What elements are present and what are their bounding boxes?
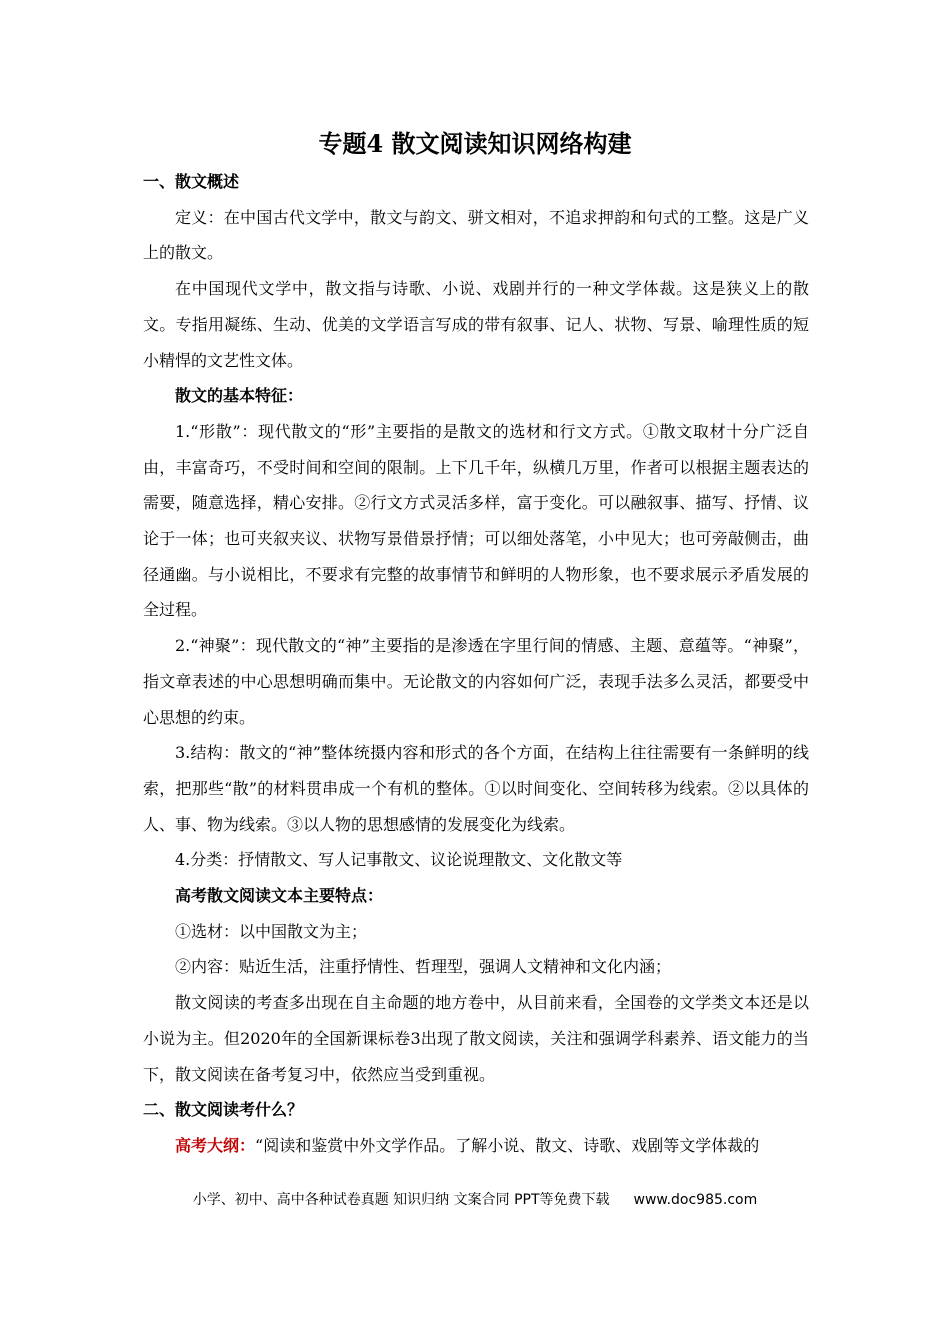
- gaokao-features-heading: 高考散文阅读文本主要特点：: [175, 886, 384, 906]
- feature-item-4: 4.分类：抒情散文、写人记事散文、议论说理散文、文化散文等: [175, 850, 623, 870]
- footer-site-link[interactable]: www.doc985.com: [633, 1192, 758, 1208]
- page-title: 专题4 散文阅读知识网络构建: [318, 129, 632, 158]
- footer-text: 小学、初中、高中各种试卷真题 知识归纳 文案合同 PPT等免费下载: [192, 1192, 610, 1208]
- paragraph-modern-prose: 在中国现代文学中，散文指与诗歌、小说、戏剧并行的一种文学体裁。这是狭义上的散文。专指用凝练、生动、优美的文学语言写成的带有叙事、记人、状物、写景、喻理性质的短小精悍的文艺性文体。: [143, 279, 809, 370]
- paragraph-definition: 定义：在中国古代文学中，散文与韵文、骈文相对，不追求押韵和句式的工整。这是广义上的散文。: [143, 207, 809, 263]
- section-heading-what-to-test: 二、散文阅读考什么？: [143, 1100, 304, 1120]
- gaokao-point-1: ①选材：以中国散文为主；: [175, 921, 368, 941]
- gaokao-point-2: ②内容：贴近生活，注重抒情性、哲理型，强调人文精神和文化内涵；: [175, 957, 672, 977]
- paragraph-outline: [143, 1128, 809, 1164]
- feature-item-2: 2.“神聚”：现代散文的“神”主要指的是渗透在字里行间的情感、主题、意蕴等。“神聚”，指文章表述的中心思想明确而集中。无论散文的内容如何广泛，表现手法多么灵活，都要受中心思想的约束。: [143, 636, 809, 727]
- section-heading-overview: 一、散文概述: [143, 172, 240, 191]
- feature-item-3: 3.结构：散文的“神”整体统摄内容和形式的各个方面，在结构上往往需要有一条鲜明的线索，把那些“散”的材料贯串成一个有机的整体。①以时间变化、空间转移为线索。②以具体的人、事、物为线索。③以人物的思想感情的发展变化为线索。: [143, 743, 809, 834]
- page-footer: [0, 1188, 950, 1212]
- features-heading: 散文的基本特征：: [175, 386, 304, 406]
- feature-item-1: 1.“形散”：现代散文的“形”主要指的是散文的选材和行文方式。①散文取材十分广泛自由，丰富奇巧，不受时间和空间的限制。上下几千年，纵横几万里，作者可以根据主题表达的需要，随意选择，精心安排。②行文方式灵活多样，富于变化。可以融叙事、描写、抒情、议论于一体；也可夹叙夹议、状物写景借景抒情；可以细处落笔，小中见大；也可旁敲侧击，曲径通幽。与小说相比，不要求有完整的故事情节和鲜明的人物形象，也不要求展示矛盾发展的全过程。: [143, 421, 809, 620]
- outline-label: 高考大纲：: [175, 1135, 256, 1155]
- paragraph-exam-trend: 散文阅读的考查多出现在自主命题的地方卷中，从目前来看，全国卷的文学类文本还是以小说为主。但2020年的全国新课标卷3出现了散文阅读，关注和强调学科素养、语文能力的当下，散文阅读在备考复习中，依然应当受到重视。: [143, 993, 809, 1084]
- outline-text: “阅读和鉴赏中外文学作品。了解小说、散文、诗歌、戏剧等文学体裁的: [255, 1135, 760, 1155]
- document-body: [143, 164, 809, 1164]
